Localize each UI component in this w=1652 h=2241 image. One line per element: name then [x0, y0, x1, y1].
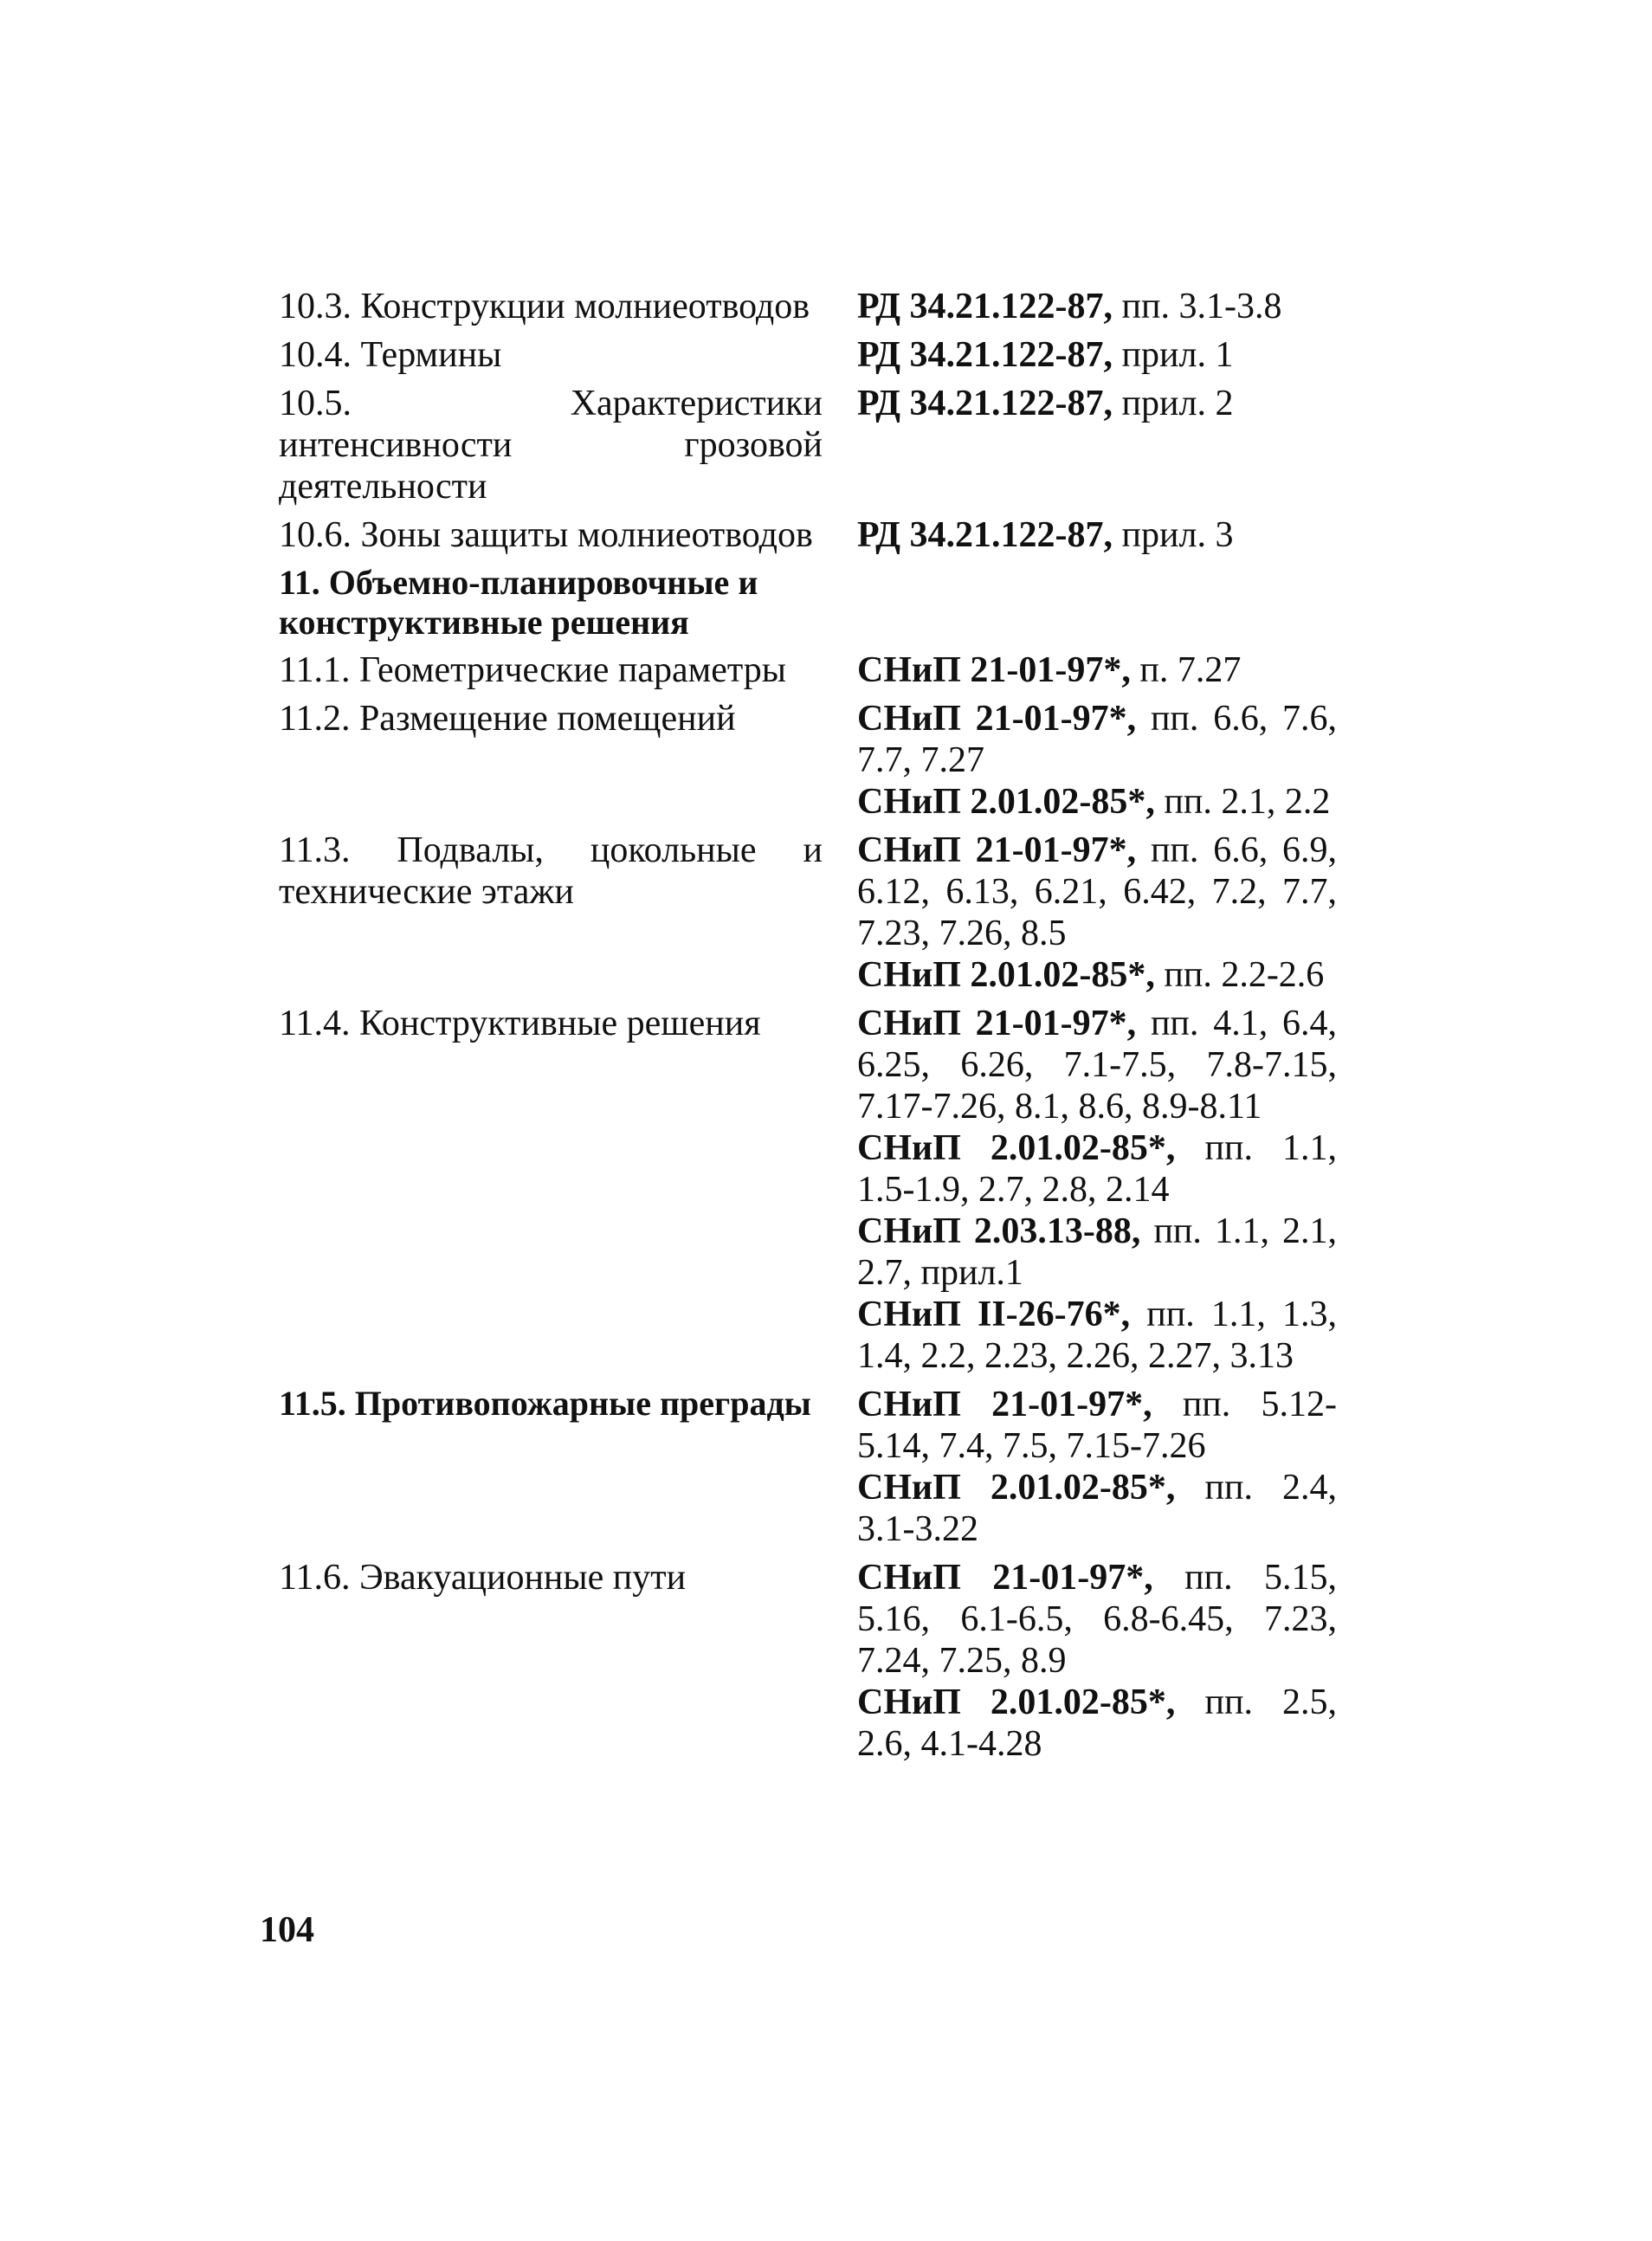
reference-clauses: пп. 2.2-2.6: [1154, 955, 1325, 995]
reference-line: [857, 1003, 1337, 1127]
reference-clauses: пп. 5.12-5.14, 7.4, 7.5, 7.15-7.26: [857, 1385, 1337, 1466]
reference-line: [857, 1557, 1337, 1682]
document-page: [279, 286, 1371, 1772]
reference-clauses: пп. 1.1, 1.3, 1.4, 2.2, 2.23, 2.26, 2.27, 3.13: [857, 1295, 1338, 1376]
reference-code: СНиП 2.01.02-85*,: [857, 1468, 1176, 1508]
reference-code: СНиП 21-01-97*,: [857, 699, 1137, 739]
reference-code: СНиП 2.03.13-88,: [857, 1211, 1141, 1251]
reference-code: СНиП 21-01-97*,: [857, 650, 1131, 690]
reference-code: СНиП 21-01-97*,: [857, 830, 1137, 870]
table-row: [279, 334, 1371, 376]
reference-code: РД 34.21.122-87,: [857, 287, 1113, 326]
reference-clauses: прил. 1: [1113, 335, 1234, 375]
reference-cell: [857, 334, 1337, 376]
reference-cell: [857, 514, 1337, 556]
reference-code: СНиП 21-01-97*,: [857, 1558, 1153, 1598]
reference-clauses: пп. 2.5, 2.6, 4.1-4.28: [857, 1682, 1337, 1764]
reference-line: [857, 1467, 1337, 1550]
reference-line: [857, 1294, 1337, 1377]
reference-code: СНиП 2.01.02-85*,: [857, 955, 1155, 995]
reference-line: [857, 649, 1337, 691]
table-row: [279, 383, 1371, 507]
reference-line: [857, 514, 1337, 556]
page-number: 104: [260, 1910, 314, 1950]
reference-clauses: пп. 1.1, 2.1, 2.7, прил.1: [857, 1211, 1337, 1293]
requirement-label: 10.4. Термины: [279, 335, 502, 375]
requirement-label: 10.3. Конструкции молниеотводов: [279, 287, 810, 326]
reference-line: [857, 1682, 1337, 1765]
requirement-label: 10.5. Характеристики интенсивности грозовой деятельности: [279, 384, 823, 507]
reference-line: [857, 1384, 1337, 1467]
reference-line: [857, 334, 1337, 376]
reference-code: РД 34.21.122-87,: [857, 335, 1113, 375]
reference-code: СНиП 21-01-97*,: [857, 1385, 1152, 1424]
table-row: [279, 1384, 1371, 1550]
requirement-label: 11.2. Размещение помещений: [279, 699, 736, 739]
reference-code: СНиП 2.01.02-85*,: [857, 782, 1155, 822]
reference-clauses: пп. 2.4, 3.1-3.22: [857, 1468, 1337, 1549]
table-row: [279, 514, 1371, 556]
section-heading: 11. Объемно-планировочные и конструктивные решения: [279, 563, 758, 642]
table-row: [279, 698, 1371, 823]
reference-clauses: прил. 2: [1113, 384, 1234, 423]
reference-clauses: пп. 3.1-3.8: [1113, 287, 1282, 326]
reference-cell: [857, 383, 1337, 424]
requirement-label: 10.6. Зоны защиты молниеотводов: [279, 515, 813, 555]
reference-code: СНиП 2.01.02-85*,: [857, 1128, 1176, 1168]
reference-line: [857, 698, 1337, 781]
reference-line: [857, 1127, 1337, 1211]
reference-clauses: пп. 5.15, 5.16, 6.1-6.5, 6.8-6.45, 7.23, 7.24, 7.25, 8.9: [857, 1558, 1338, 1681]
requirement-label: 11.3. Подвалы, цокольные и технические этажи: [279, 830, 823, 912]
reference-line: [857, 383, 1337, 424]
reference-cell: [857, 1384, 1337, 1550]
reference-code: СНиП 21-01-97*,: [857, 1004, 1137, 1043]
reference-clauses: пп. 6.6, 6.9, 6.12, 6.13, 6.21, 6.42, 7.2, 7.7, 7.23, 7.26, 8.5: [857, 830, 1338, 953]
reference-clauses: пп. 4.1, 6.4, 6.25, 6.26, 7.1-7.5, 7.8-7.15, 7.17-7.26, 8.1, 8.6, 8.9-8.11: [857, 1004, 1338, 1127]
reference-cell: [857, 1557, 1337, 1765]
reference-code: СНиП II-26-76*,: [857, 1295, 1131, 1334]
reference-clauses: п. 7.27: [1130, 650, 1242, 690]
reference-cell: [857, 649, 1337, 691]
reference-line: [857, 781, 1337, 823]
table-row: [279, 649, 1371, 691]
reference-line: [857, 830, 1337, 954]
reference-clauses: прил. 3: [1113, 515, 1234, 555]
reference-cell: [857, 286, 1337, 327]
reference-code: РД 34.21.122-87,: [857, 384, 1113, 423]
table-row: [279, 286, 1371, 327]
reference-cell: [857, 698, 1337, 823]
reference-clauses: пп. 1.1, 1.5-1.9, 2.7, 2.8, 2.14: [857, 1128, 1337, 1210]
requirement-label: 11.6. Эвакуационные пути: [279, 1558, 687, 1598]
table-row: [279, 830, 1371, 996]
table-row: [279, 1557, 1371, 1765]
reference-clauses: пп. 2.1, 2.2: [1154, 782, 1331, 822]
table-row: [279, 563, 1371, 643]
reference-cell: [857, 1003, 1337, 1377]
requirement-label: 11.1. Геометрические параметры: [279, 650, 786, 690]
reference-line: [857, 954, 1337, 996]
reference-cell: [857, 830, 1337, 996]
reference-code: СНиП 2.01.02-85*,: [857, 1682, 1176, 1722]
reference-clauses: пп. 6.6, 7.6, 7.7, 7.27: [857, 699, 1338, 780]
norms-table: [279, 286, 1371, 1765]
requirement-label: 11.5. Противопожарные преграды: [279, 1384, 811, 1423]
requirement-label: 11.4. Конструктивные решения: [279, 1004, 761, 1043]
reference-line: [857, 286, 1337, 327]
table-row: [279, 1003, 1371, 1377]
reference-line: [857, 1211, 1337, 1294]
reference-code: РД 34.21.122-87,: [857, 515, 1113, 555]
